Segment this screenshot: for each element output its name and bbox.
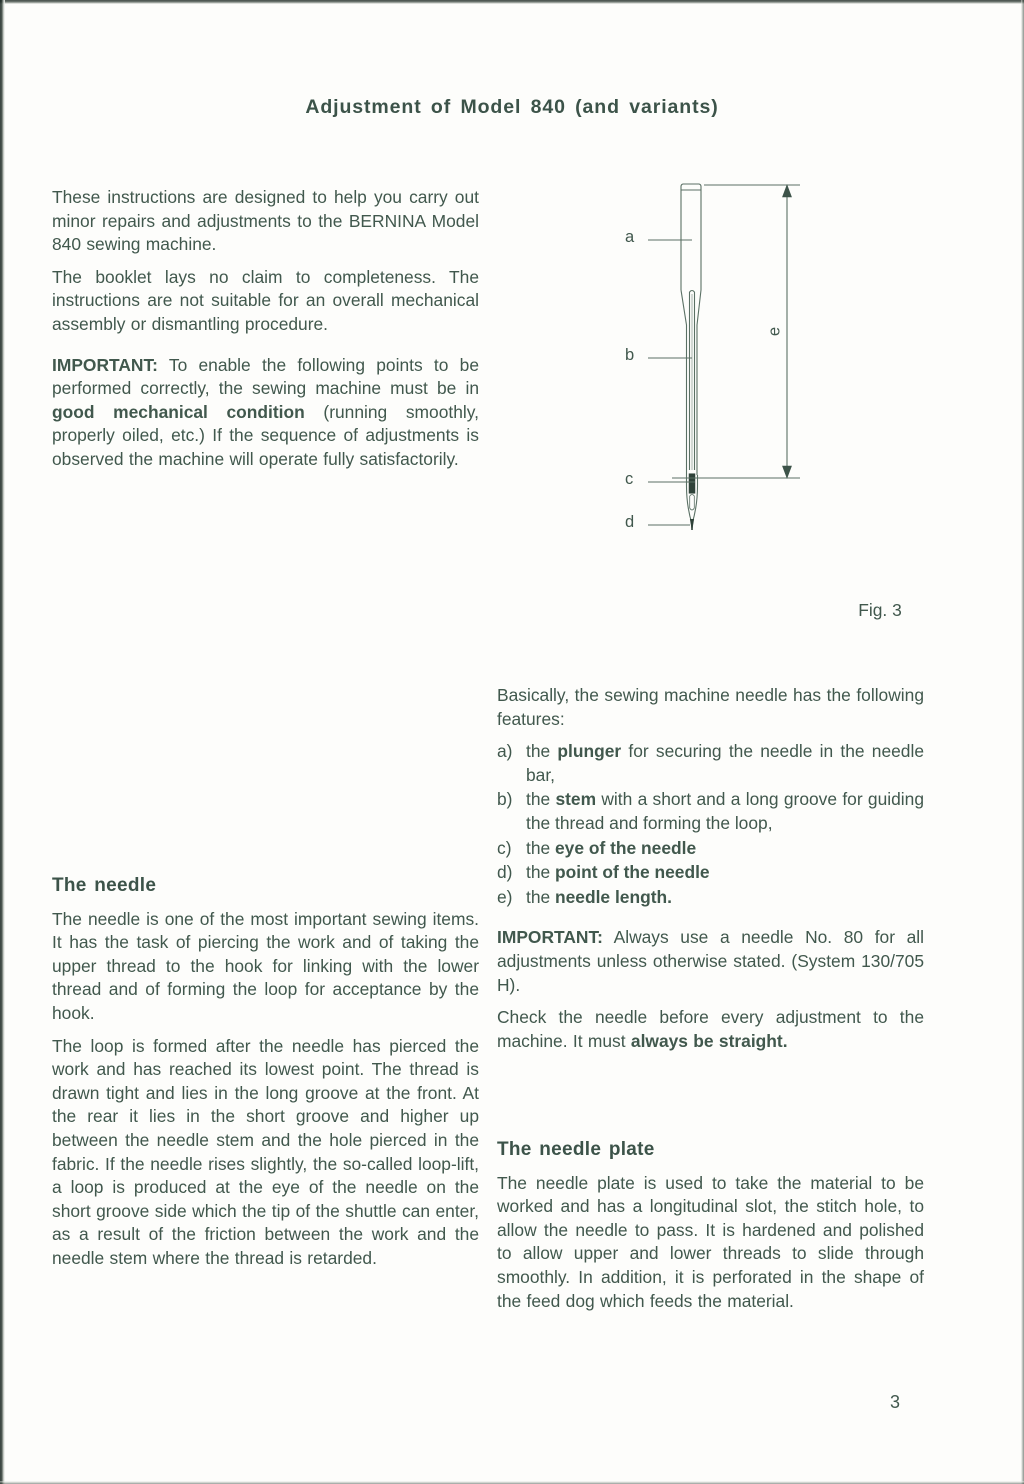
important-note-left — [52, 354, 479, 472]
list-marker: d) — [497, 862, 513, 883]
figure-caption: Fig. 3 — [858, 600, 902, 620]
section-heading-the-needle-plate: The needle plate — [497, 1139, 655, 1160]
section-heading-the-needle: The needle — [52, 875, 157, 896]
list-text-before: the — [526, 837, 556, 858]
important-text-before-left: To enable the following points to be performed correctly, the sewing machine must be in — [52, 354, 479, 399]
intro-paragraph-2: The booklet lays no claim to completeness. The instructions are not suitable for an overall mechanical assembly or dismantling procedure. — [52, 266, 479, 334]
features-intro: Basically, the sewing machine needle has the following features: — [497, 685, 924, 729]
list-text-before: the — [526, 886, 556, 907]
needle-diagram-figure — [600, 170, 850, 570]
figure-label-a: a — [625, 228, 635, 246]
list-item — [497, 837, 924, 861]
intro-paragraph-1: These instructions are designed to help you carry out minor repairs and adjustments to the BERNINA Model 840 sewing machine. — [52, 187, 479, 255]
list-text-bold: plunger — [557, 741, 622, 762]
important-label-left: IMPORTANT: — [52, 354, 158, 375]
important-bold-phrase-left: good mechanical condition — [52, 401, 305, 422]
page-title: Adjustment of Model 840 (and variants) — [305, 96, 719, 118]
list-marker: b) — [497, 789, 513, 810]
list-text-bold: needle length. — [555, 886, 672, 907]
list-text-before: the — [526, 789, 556, 810]
needle-paragraph-1: The needle is one of the most important sewing items. It has the task of piercing the work and of taking the upper thread to the hook for linking with the lower thread and of forming the loop for acceptance by the hook. — [52, 908, 479, 1023]
list-marker: e) — [497, 886, 513, 907]
list-item — [497, 861, 924, 885]
figure-label-e: e — [765, 326, 784, 337]
figure-label-c: c — [625, 470, 634, 488]
check-needle-note — [497, 1006, 924, 1053]
list-text-before: the — [526, 741, 558, 762]
left-column-intro — [52, 186, 479, 472]
scan-edge-left — [0, 0, 5, 1484]
list-text-bold: point of the needle — [555, 862, 710, 883]
important-label-right: IMPORTANT: — [497, 927, 603, 948]
list-marker: c) — [497, 837, 512, 858]
needle-paragraph-2: The loop is formed after the needle has pierced the work and has reached its lowest point. The thread is drawn tight and lies in the long groove at the front. At the rear it lies in the short groove and higher up between the needle stem and the hole pierced in the fabric. If the needle rises slightly, the so-called loop-lift, a loop is produced at the eye of the needle on the short groove side which the tip of the shuttle can enter, as a result of the friction between the work and the needle stem where the thread is retarded. — [52, 1035, 479, 1268]
figure-label-b: b — [625, 346, 635, 364]
list-text-bold: stem — [555, 789, 597, 810]
needle-diagram-svg — [600, 170, 850, 570]
list-text-after: for securing the needle in the needle bar, — [526, 741, 924, 785]
figure-label-d: d — [625, 513, 635, 531]
needle-plate-paragraph: The needle plate is used to take the material to be worked and has a longitudinal slot, the stitch hole, to allow the needle to pass. It is hardened and polished to allow upper and lower threads to slide through smoothly. In addition, it is perforated in the shape of the feed dog which feeds the material. — [497, 1172, 924, 1311]
list-marker: a) — [497, 741, 513, 762]
important-note-right — [497, 926, 924, 997]
check-text-bold: always be straight. — [630, 1030, 788, 1051]
list-item — [497, 740, 924, 787]
right-column-needle-plate-section — [497, 1138, 924, 1313]
list-text-bold: eye of the needle — [555, 837, 697, 858]
left-column-needle-section — [52, 874, 479, 1271]
page-number: 3 — [889, 1392, 900, 1412]
check-text-before: Check the needle before every adjustment to the machine. It must — [497, 1007, 924, 1051]
list-item — [497, 886, 924, 910]
important-text-right: Always use a needle No. 80 for all adjustments unless otherwise stated. (System 130/705 H). — [497, 927, 924, 995]
list-text-before: the — [526, 862, 556, 883]
list-item — [497, 788, 924, 835]
scan-edge-top — [0, 0, 1024, 4]
important-text-after-left: (running smoothly, properly oiled, etc.) If the sequence of adjustments is observed the machine will operate fully satisfactorily. — [52, 401, 479, 469]
list-text-after: with a short and a long groove for guiding the thread and forming the loop, — [526, 789, 924, 833]
needle-features-list — [497, 740, 924, 909]
right-column-features — [497, 684, 924, 1053]
